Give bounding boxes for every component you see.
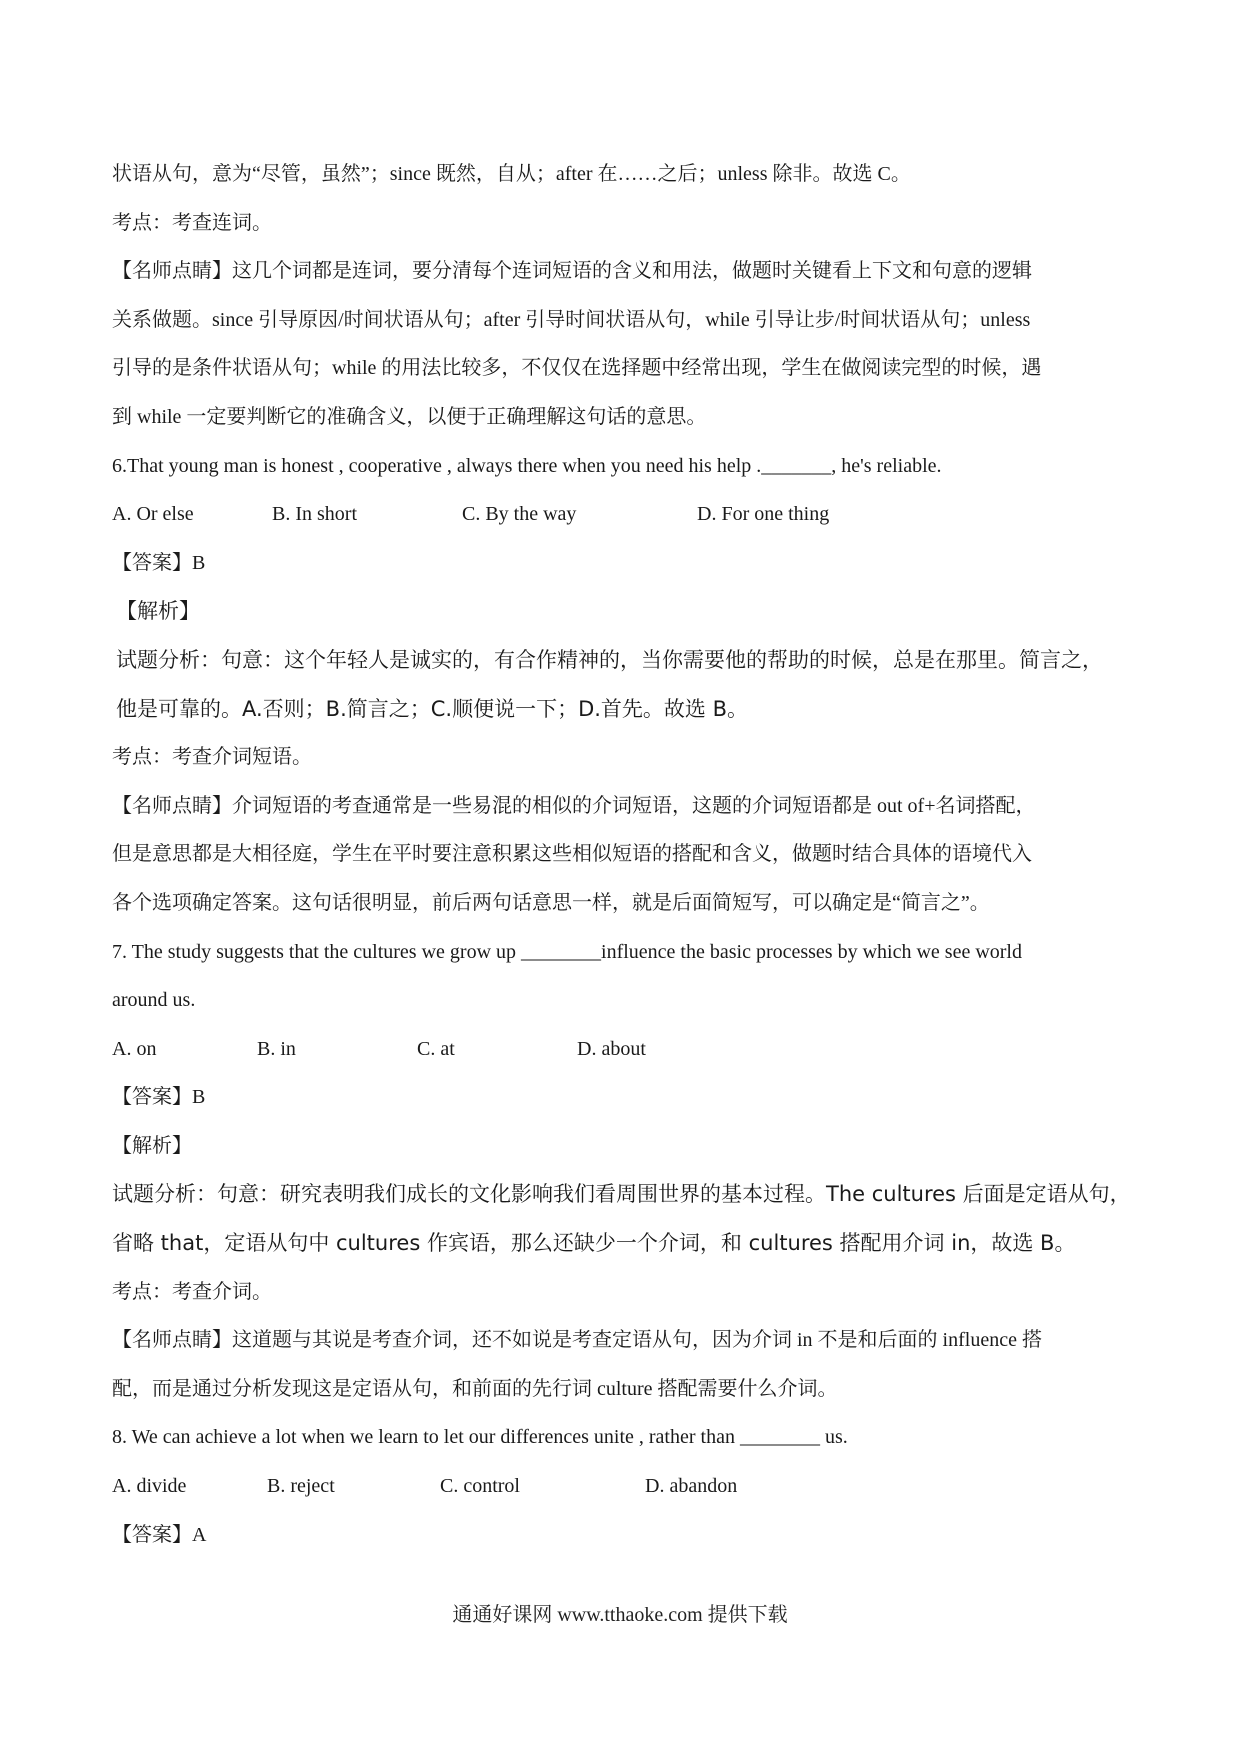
- text-line: 引导的是条件状语从句；while 的用法比较多，不仅仅在选择题中经常出现，学生在做阅读完型的时候，遇: [112, 357, 1042, 380]
- question-7-stem: 7. The study suggests that the cultures we grow up ________influence the basic processes by which we see world: [112, 940, 1022, 963]
- teacher-tip: 【名师点睛】介词短语的考查通常是一些易混的相似的介词短语，这题的介词短语都是 out of+名词搭配，: [112, 794, 1036, 817]
- question-6-options: [112, 490, 1132, 539]
- knowledge-point: 考点：考查连词。: [112, 211, 272, 234]
- option-c: C. at: [417, 1037, 455, 1060]
- teacher-tip: 【名师点睛】这道题与其说是考查介词，还不如说是考查定语从句，因为介词 in 不是和后面的 influence 搭: [112, 1329, 1042, 1352]
- question-8-options: [112, 1462, 1132, 1511]
- text-line: 状语从句，意为“尽管，虽然”；since 既然，自从；after 在……之后；unless 除非。故选 C。: [112, 163, 911, 185]
- option-c: C. control: [440, 1475, 520, 1498]
- option-b: B. reject: [267, 1475, 335, 1498]
- option-d: D. abandon: [645, 1475, 738, 1498]
- question-7-stem-cont: around us.: [112, 989, 196, 1012]
- text-line: 但是意思都是大相径庭，学生在平时要注意积累这些相似短语的搭配和含义，做题时结合具体的语境代入: [112, 843, 1032, 866]
- option-a: A. on: [112, 1037, 157, 1060]
- question-8-stem: 8. We can achieve a lot when we learn to let our differences unite , rather than ________ us.: [112, 1426, 848, 1449]
- option-a: A. divide: [112, 1475, 187, 1498]
- text-line: 各个选项确定答案。这句话很明显，前后两句话意思一样，就是后面简短写，可以确定是“简言之”。: [112, 891, 990, 914]
- option-d: D. For one thing: [697, 503, 830, 526]
- analysis-label: 【解析】: [112, 1134, 192, 1157]
- answer: 【答案】B: [112, 551, 206, 574]
- analysis-text: 试题分析：句意：这个年轻人是诚实的，有合作精神的，当你需要他的帮助的时候，总是在那里。简言之，: [116, 647, 1103, 672]
- question-6-stem: 6.That young man is honest , cooperative , always there when you need his help ._______, he's reliable.: [112, 454, 942, 477]
- question-7-options: [112, 1025, 1132, 1074]
- answer: 【答案】B: [112, 1086, 206, 1109]
- knowledge-point: 考点：考查介词短语。: [112, 746, 312, 769]
- option-d: D. about: [577, 1037, 646, 1060]
- text-line: 关系做题。since 引导原因/时间状语从句；after 引导时间状语从句，while 引导让步/时间状语从句；unless: [112, 308, 1031, 331]
- option-b: B. in: [257, 1037, 296, 1060]
- knowledge-point: 考点：考查介词。: [112, 1280, 272, 1303]
- option-b: B. In short: [272, 503, 357, 526]
- text-line: 到 while 一定要判断它的准确含义，以便于正确理解这句话的意思。: [112, 405, 707, 428]
- option-c: C. By the way: [462, 503, 577, 526]
- answer: 【答案】A: [112, 1523, 207, 1546]
- document-body: [112, 150, 1132, 1559]
- analysis-text: 他是可靠的。A.否则；B.简言之；C.顺便说一下；D.首先。故选 B。: [116, 696, 749, 721]
- analysis-text: 试题分析：句意：研究表明我们成长的文化影响我们看周围世界的基本过程。The cultures 后面是定语从句，: [112, 1182, 1131, 1207]
- option-a: A. Or else: [112, 503, 194, 526]
- teacher-tip: 【名师点睛】这几个词都是连词，要分清每个连词短语的含义和用法，做题时关键看上下文和句意的逻辑: [112, 260, 1032, 283]
- analysis-label: 【解析】: [116, 599, 200, 624]
- page-footer: 通通好课网 www.tthaoke.com 提供下载: [452, 1604, 788, 1626]
- analysis-text: 省略 that，定语从句中 cultures 作宾语，那么还缺少一个介词，和 cultures 搭配用介词 in，故选 B。: [112, 1231, 1076, 1256]
- text-line: 配，而是通过分析发现这是定语从句，和前面的先行词 culture 搭配需要什么介词。: [112, 1377, 838, 1400]
